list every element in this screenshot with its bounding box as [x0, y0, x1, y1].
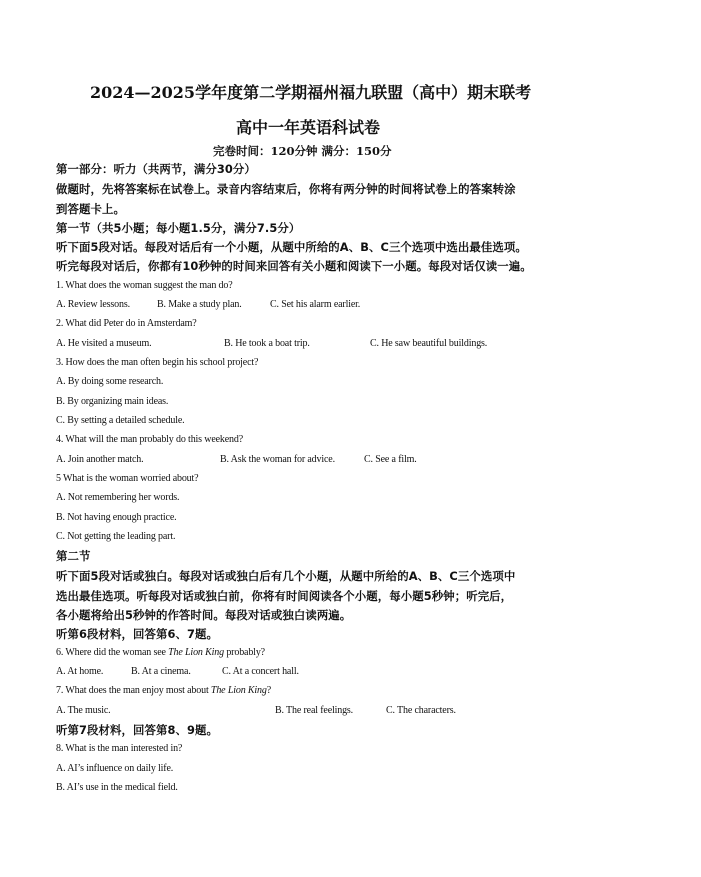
- q8-option-b: B. AI’s use in the medical field.: [56, 782, 178, 793]
- q6-option-b: B. At a cinema.: [131, 666, 191, 677]
- q6-title-italic: The Lion King: [168, 647, 224, 658]
- question-1: 1. What does the woman suggest the man do?: [56, 280, 233, 291]
- q7-option-b: B. The real feelings.: [275, 705, 354, 716]
- q5-option-c: C. Not getting the leading part.: [56, 531, 176, 542]
- section-two-instruction-3: 各小题将给出5秒钟的作答时间。每段对话或独白读两遍。: [56, 608, 352, 622]
- question-8: 8. What is the man interested in?: [56, 743, 183, 754]
- question-7: [56, 685, 271, 696]
- q3-option-c: C. By setting a detailed schedule.: [56, 415, 185, 426]
- passage-6-heading: 听第6段材料，回答第6、7题。: [56, 627, 218, 641]
- passage-7-heading: 听第7段材料，回答第8、9题。: [56, 723, 218, 737]
- q2-option-c: C. He saw beautiful buildings.: [370, 338, 488, 349]
- part-one-heading: 第一部分：听力（共两节，满分30分）: [56, 162, 256, 176]
- exam-title: 2024—2025学年度第二学期福州福九联盟（高中）期末联考: [90, 83, 532, 102]
- section-two-instruction-2: 选出最佳选项。听每段对话或独白前，你将有时间阅读各个小题，每小题5秒钟；听完后，: [56, 589, 513, 603]
- section-two-heading: 第二节: [56, 549, 91, 563]
- section-two-instruction-1: 听下面5段对话或独白。每段对话或独白后有几个小题，从题中所给的A、B、C三个选项中: [56, 569, 516, 583]
- question-2: 2. What did Peter do in Amsterdam?: [56, 318, 197, 329]
- q7-title-italic: The Lion King: [210, 685, 267, 696]
- section-one-instruction-2: 听完每段对话后，你都有10秒钟的时间来回答有关小题和阅读下一小题。每段对话仅读一遍。: [56, 259, 532, 273]
- q7-option-a: A. The music.: [56, 705, 111, 716]
- part-one-instruction-2: 到答题卡上。: [56, 202, 125, 216]
- q1-option-c: C. Set his alarm earlier.: [270, 299, 361, 310]
- q6-option-c: C. At a concert hall.: [222, 666, 299, 677]
- exam-subtitle: 高中一年英语科试卷: [236, 118, 381, 137]
- question-6: [56, 647, 265, 658]
- q4-option-a: A. Join another match.: [56, 454, 144, 465]
- q4-option-b: B. Ask the woman for advice.: [220, 454, 335, 465]
- q1-option-a: A. Review lessons.: [56, 299, 130, 310]
- exam-info: 完卷时间：120分钟 满分：150分: [213, 144, 392, 158]
- q8-option-a: A. AI’s influence on daily life.: [56, 763, 174, 774]
- q3-option-a: A. By doing some research.: [56, 376, 164, 387]
- section-one-heading: 第一节（共5小题；每小题1.5分，满分7.5分）: [56, 221, 301, 235]
- q6-option-a: A. At home.: [56, 666, 104, 677]
- q3-option-b: B. By organizing main ideas.: [56, 396, 169, 407]
- section-one-instruction-1: 听下面5段对话。每段对话后有一个小题，从题中所给的A、B、C三个选项中选出最佳选项。: [56, 240, 527, 254]
- q7-text-post: ?: [266, 685, 272, 696]
- q6-text-post: probably?: [223, 647, 265, 658]
- q7-option-c: C. The characters.: [386, 705, 456, 716]
- q1-option-b: B. Make a study plan.: [157, 299, 242, 310]
- q4-option-c: C. See a film.: [364, 454, 417, 465]
- q2-option-a: A. He visited a museum.: [56, 338, 152, 349]
- question-3: 3. How does the man often begin his school project?: [56, 357, 259, 368]
- q2-option-b: B. He took a boat trip.: [224, 338, 310, 349]
- question-5: 5 What is the woman worried about?: [56, 473, 199, 484]
- part-one-instruction-1: 做题时，先将答案标在试卷上。录音内容结束后，你将有两分钟的时间将试卷上的答案转涂: [56, 182, 516, 196]
- q5-option-a: A. Not remembering her words.: [56, 492, 180, 503]
- question-4: 4. What will the man probably do this weekend?: [56, 434, 244, 445]
- q7-text-pre: 7. What does the man enjoy most about: [56, 685, 211, 696]
- q6-text-pre: 6. Where did the woman see: [56, 647, 169, 658]
- q5-option-b: B. Not having enough practice.: [56, 512, 177, 523]
